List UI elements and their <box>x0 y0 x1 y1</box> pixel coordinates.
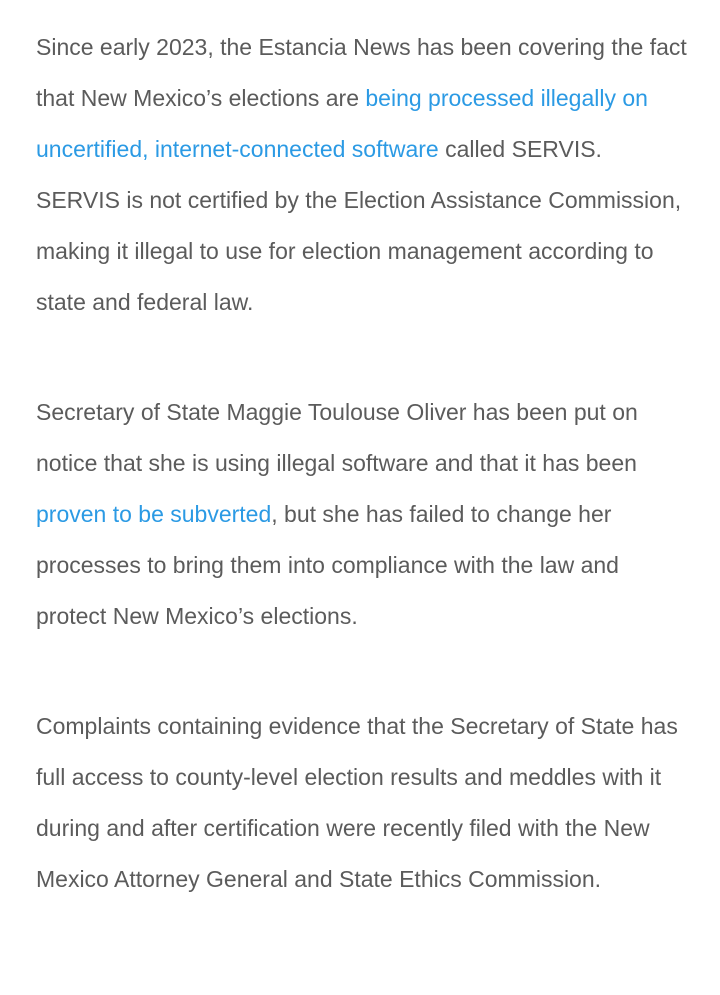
paragraph-software-coverage <box>36 22 692 328</box>
article-body <box>36 22 692 905</box>
paragraph-complaints: Complaints containing evidence that the Secretary of State has full access to county-level election results and meddles with it during and after certification were recently filed with the New Mexico Attorney General and State Ethics Commission. <box>36 713 678 892</box>
paragraph-text: called SERVIS. SERVIS is not certified by the Election Assistance Commission, making it illegal to use for election management according to state and federal law. <box>36 136 682 315</box>
paragraph-text: Since early 2023, the Estancia News has been covering the fact that New Mexico’s elections are <box>36 34 687 111</box>
paragraph-secretary-notice <box>36 387 692 642</box>
link-proven-subverted[interactable]: proven to be subverted <box>36 501 272 527</box>
paragraph-text: Secretary of State Maggie Toulouse Oliver has been put on notice that she is using illegal software and that it has been <box>36 399 638 476</box>
link-illegal-software[interactable]: being processed illegally on uncertified, internet-connected software <box>36 85 648 162</box>
paragraph-text: , but she has failed to change her processes to bring them into compliance with the law and protect New Mexico’s elections. <box>36 501 619 629</box>
